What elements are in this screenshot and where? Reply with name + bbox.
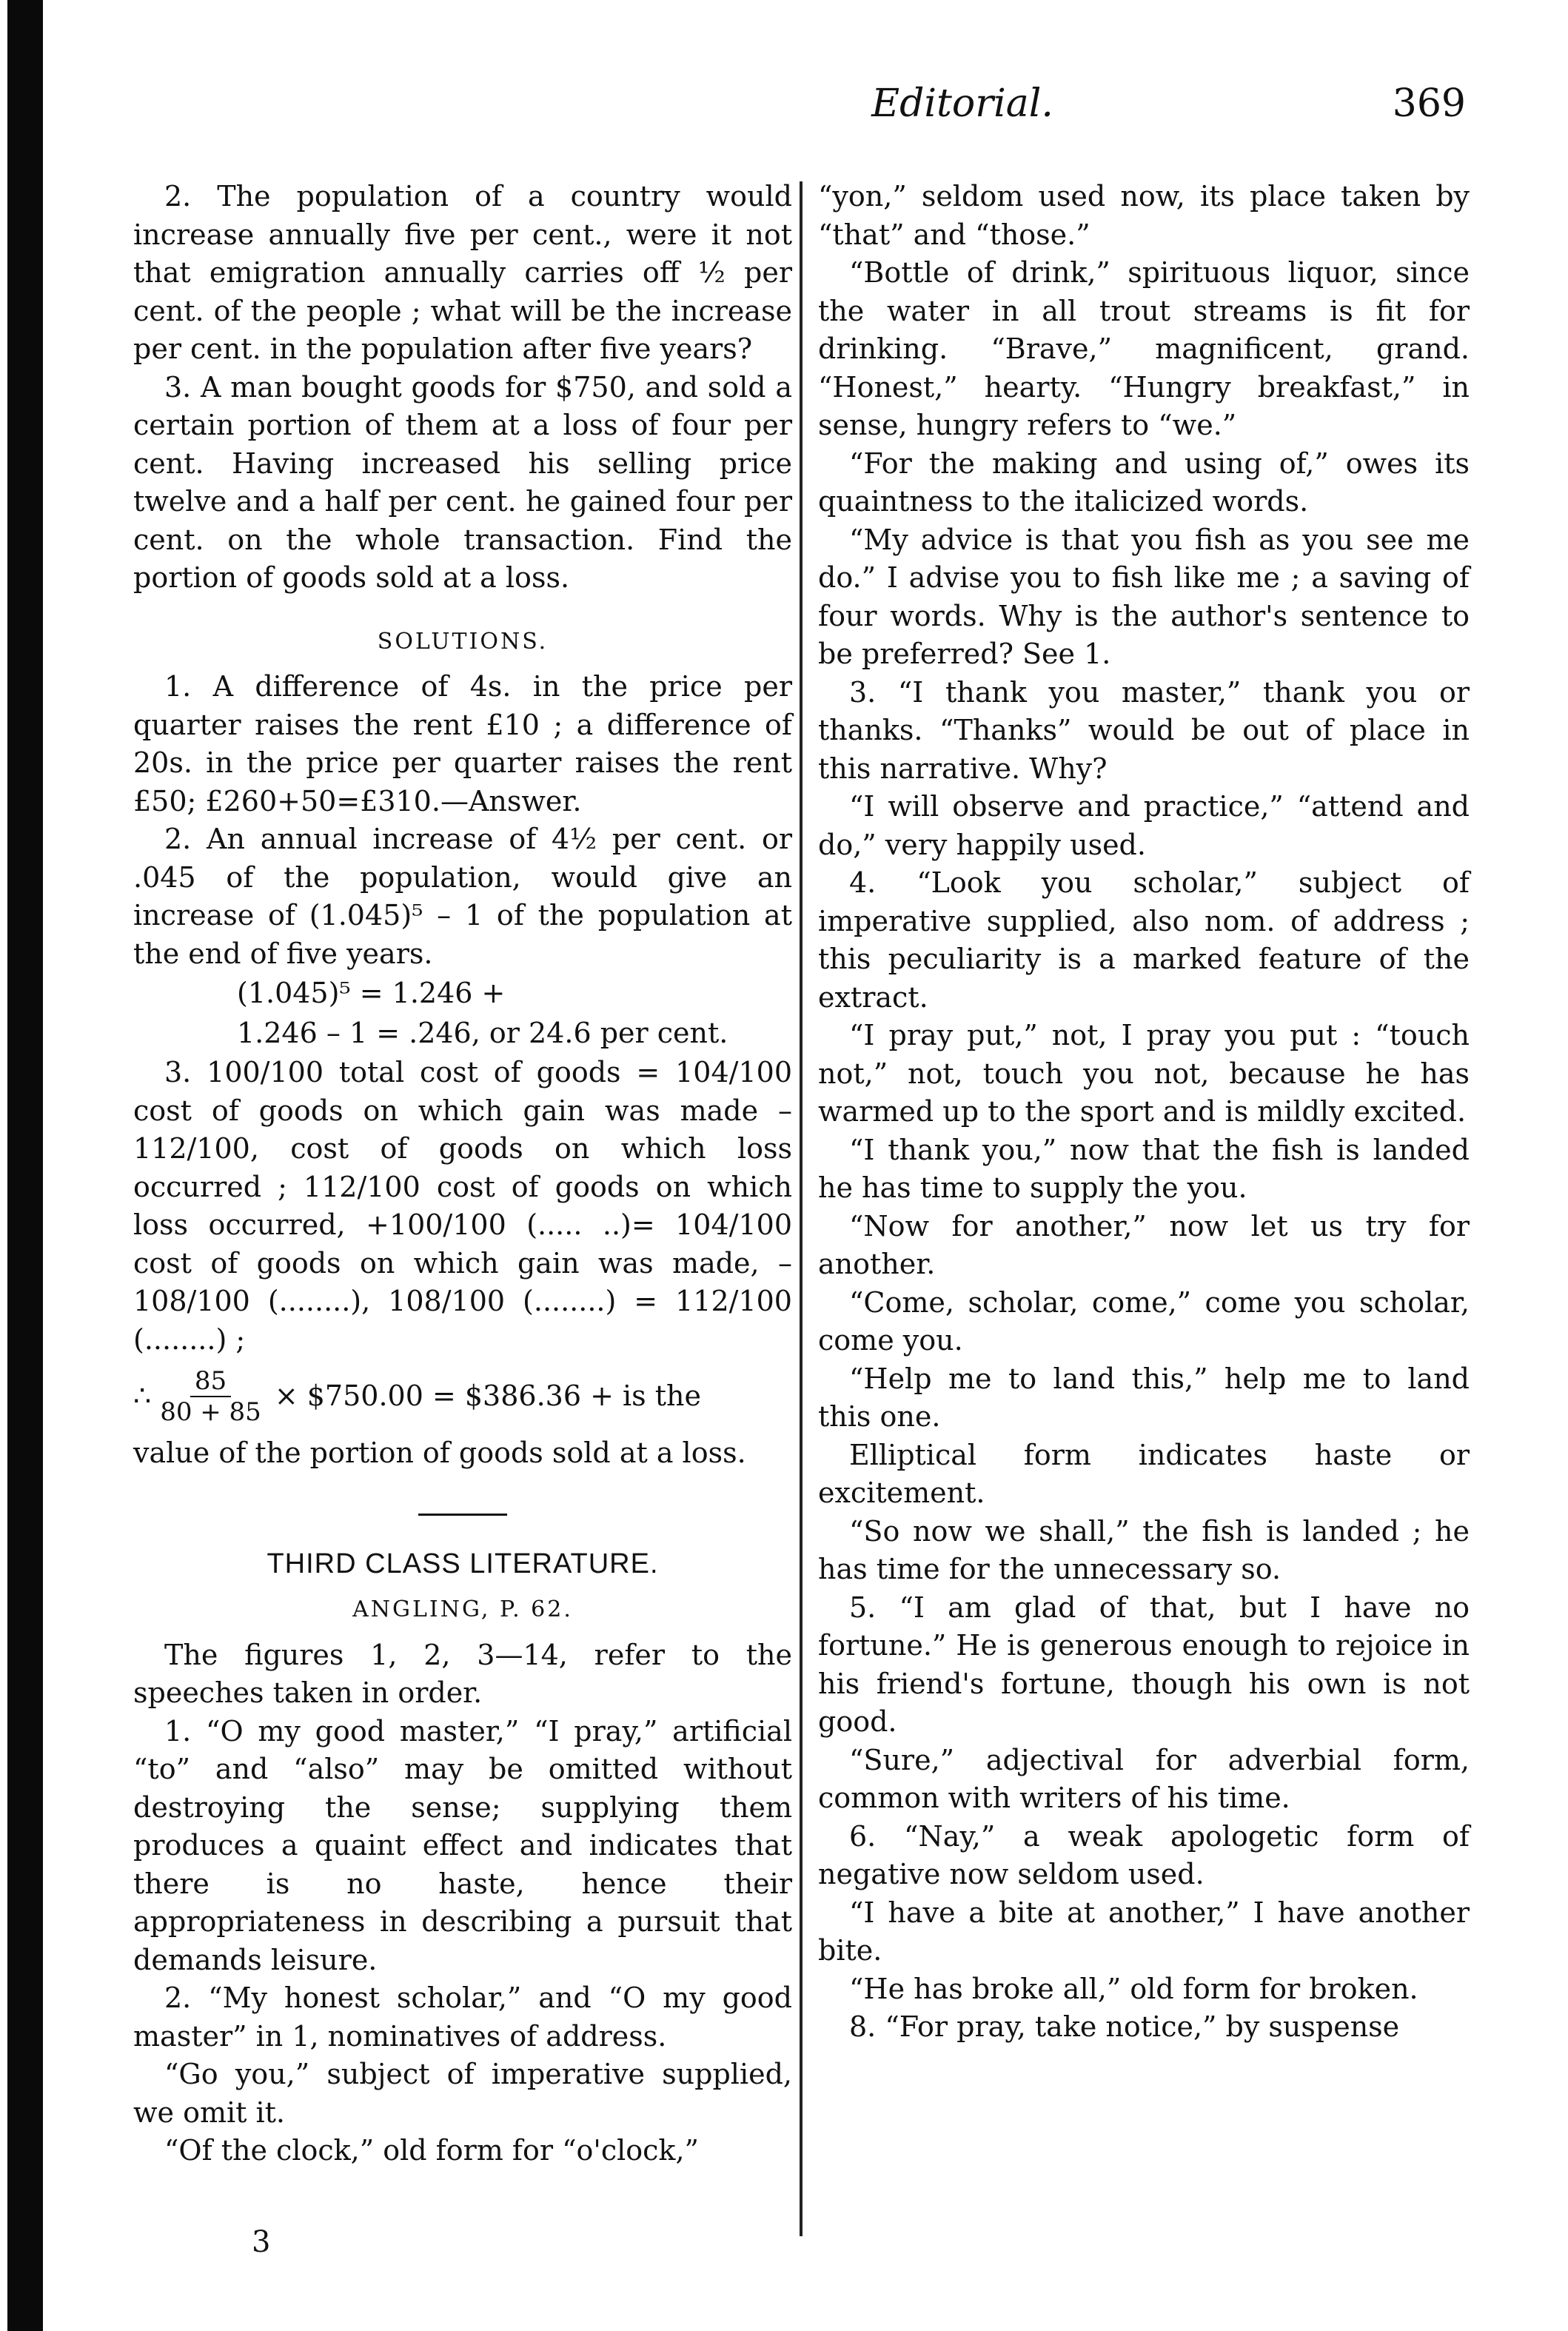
literature-item-go-you: “Go you,” subject of imperative supplied, we omit it. [133,2058,792,2129]
fraction-denominator: 80 + 85 [160,1397,261,1427]
right-paragraph-17: 6. “Nay,” a weak apologetic form of negative now seldom used. [818,1819,1470,1890]
solution-1: 1. A difference of 4s. in the price per quarter raises the rent £10 ; a difference of 20s. in the price per quarter raises the rent £50; £260+50=£310.—Answer. [133,670,792,817]
fraction-tail: value of the portion of goods sold at a loss. [133,1437,746,1469]
right-paragraph-19: “He has broke all,” old form for broken. [849,1972,1418,2005]
formula-line-2: 1.246 – 1 = .246, or 24.6 per cent. [237,1016,728,1049]
problem-2: 2. The population of a country would increase annually five per cent., were it not that emigration annually carries off ½ per cent. of the people ; what will be the increase per cent. in the population after five years? [133,180,792,365]
literature-item-2: 2. “My honest scholar,” and “O my good master” in 1, nominatives of address. [133,1981,792,2053]
right-paragraph-4: “My advice is that you fish as you see me do.” I advise you to fish like me ; a saving of four words. Why is the author's sentence to be preferred? See 1. [818,523,1470,670]
fraction-numerator: 85 [190,1366,231,1397]
solution-2: 2. An annual increase of 4½ per cent. or .045 of the population, would give an increase of (1.045)⁵ – 1 of the population at the end of five years. [133,823,792,970]
fraction-result: × $750.00 = $386.36 + is the [274,1379,701,1413]
right-paragraph-8: “I pray put,” not, I pray you put : “touch not,” not, touch you not, because he has warmed up to the sport and is mildly excited. [818,1019,1470,1128]
fraction-equation [133,1366,792,1427]
literature-item-clock: “Of the clock,” old form for “o'clock,” [164,2134,699,2167]
right-paragraph-13: Elliptical form indicates haste or excitement. [818,1438,1470,1509]
right-paragraph-18: “I have a bite at another,” I have another bite. [818,1896,1470,1967]
right-paragraph-12: “Help me to land this,” help me to land this one. [818,1362,1470,1433]
right-paragraph-7: 4. “Look you scholar,” subject of imperative supplied, also nom. of address ; this peculiarity is a marked feature of the extract. [818,866,1470,1014]
right-paragraph-10: “Now for another,” now let us try for another. [818,1209,1470,1280]
right-column [818,178,1470,2047]
intro-paragraph: The figures 1, 2, 3—14, refer to the speeches taken in order. [133,1638,792,1709]
right-paragraph-14: “So now we shall,” the fish is landed ; he has time for the unnecessary so. [818,1514,1470,1585]
literature-item-1: 1. “O my good master,” “I pray,” artificial “to” and “also” may be omitted without destroying the sense; supplying them produces a quaint effect and indicates that there is no haste, hence their appropriateness in describing a pursuit that demands leisure. [133,1714,792,1976]
right-paragraph-3: “For the making and using of,” owes its quaintness to the italicized words. [818,447,1470,518]
page-edge-shadow [7,0,43,2331]
right-paragraph-20: 8. “For pray, take notice,” by suspense [849,2010,1400,2043]
problem-3: 3. A man bought goods for $750, and sold a certain portion of them at a loss of four per cent. Having increased his selling price twelve and a half per cent. he gained four per cent. on the whole transaction. Find the portion of goods sold at a loss. [133,370,792,594]
section-heading: THIRD CLASS LITERATURE. [267,1548,659,1579]
page-number: 369 [1392,81,1466,126]
right-paragraph-15: 5. “I am glad of that, but I have no fortune.” He is generous enough to rejoice in his friend's fortune, though his own is not good. [818,1591,1470,1738]
solution-3: 3. 100/100 total cost of goods = 104/100 cost of goods on which gain was made – 112/100, cost of goods on which loss occurred ; 112/100 cost of goods on which loss occurred, +100/100 (..... ..)= 104/100 cost of goods on which gain was made, – 108/100 (........), 108/100 (........) = 112/100 (........) ; [133,1056,792,1356]
right-paragraph-1: “yon,” seldom used now, its place taken by “that” and “those.” [818,180,1470,251]
column-divider [800,181,803,2236]
section-divider-rule [418,1514,507,1516]
right-paragraph-2: “Bottle of drink,” spirituous liquor, since the water in all trout streams is fit for drinking. “Brave,” magnificent, grand. “Honest,” hearty. “Hungry breakfast,” in sense, hungry refers to “we.” [818,256,1470,441]
section-subheading: ANGLING, P. 62. [352,1596,573,1622]
fraction [160,1366,261,1427]
right-paragraph-16: “Sure,” adjectival for adverbial form, common with writers of his time. [818,1743,1470,1814]
right-paragraph-5: 3. “I thank you master,” thank you or thanks. “Thanks” would be out of place in this narrative. Why? [818,675,1470,785]
right-paragraph-9: “I thank you,” now that the fish is landed he has time to supply the you. [818,1133,1470,1204]
therefore-symbol: ∴ [133,1379,152,1413]
right-paragraph-11: “Come, scholar, come,” come you scholar, come you. [818,1285,1470,1357]
signature-mark: 3 [252,2225,271,2259]
left-column [133,178,792,2170]
right-paragraph-6: “I will observe and practice,” “attend and do,” very happily used. [818,790,1470,861]
running-header-title: Editorial. [871,81,1053,126]
formula-line-1: (1.045)⁵ = 1.246 + [237,977,506,1009]
solutions-heading: SOLUTIONS. [377,628,549,655]
